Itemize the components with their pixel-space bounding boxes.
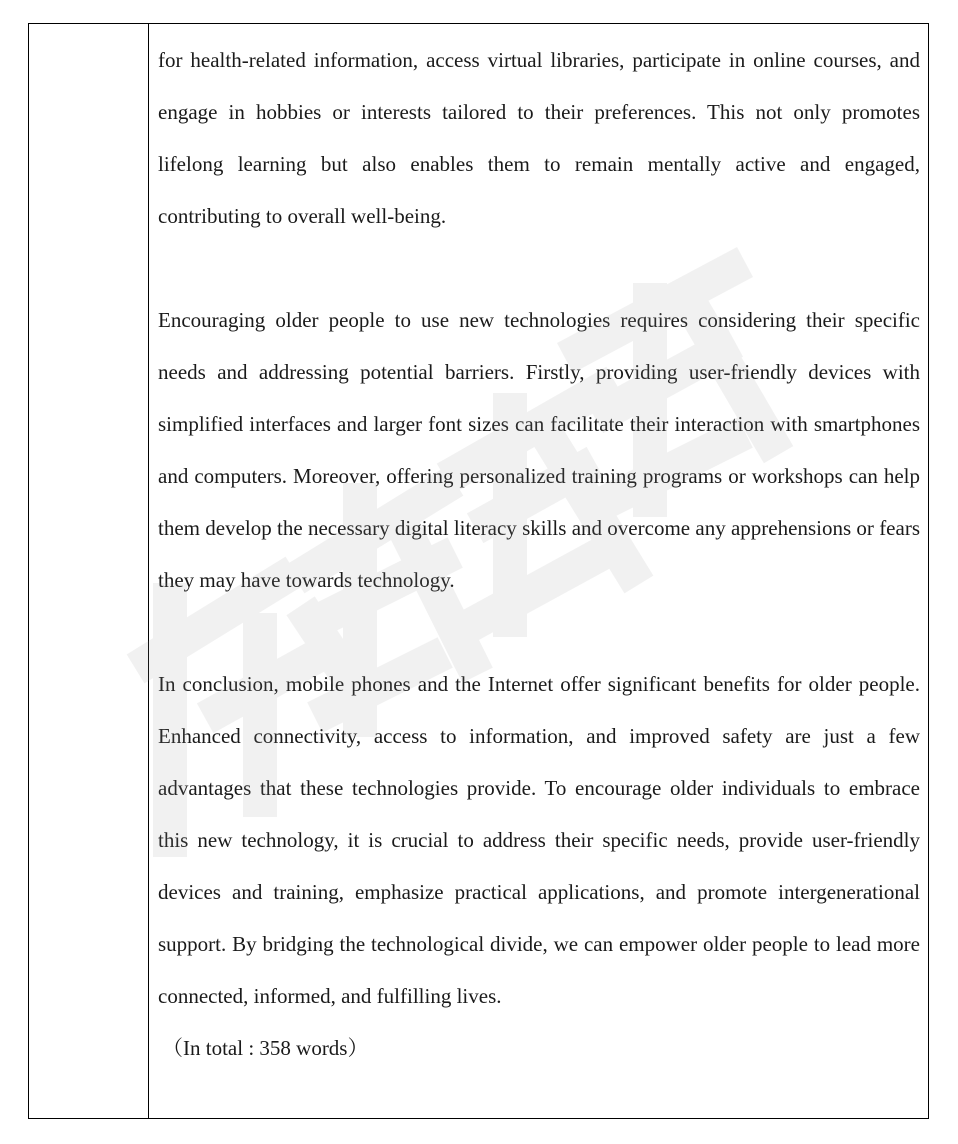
paragraph-spacer [158,606,920,658]
essay-paragraph-1: for health-related information, access virtual libraries, participate in online courses, and engage in hobbies or interests tailored to their preferences. This not only promotes lifelong learning but also enables them to remain mentally active and engaged, contributing to overall well-being. [158,48,920,228]
column-divider [148,24,149,1118]
essay-content-cell [158,34,920,1074]
paragraph-spacer [158,242,920,294]
label-cell [29,24,148,1118]
essay-table [28,23,929,1119]
essay-paragraph-2: Encouraging older people to use new technologies requires considering their specific needs and addressing potential barriers. Firstly, providing user-friendly devices with simplified interfaces and larger font sizes can facilitate their interaction with smartphones and computers. Moreover, offering personalized training programs or workshops can help them develop the necessary digital literacy skills and overcome any apprehensions or fears they may have towards technology. [158,308,920,592]
word-count: （In total : 358 words） [162,1036,369,1060]
essay-paragraph-3: In conclusion, mobile phones and the Internet offer significant benefits for older people. Enhanced connectivity, access to information, and improved safety are just a few advantages that these technologies provide. To encourage older individuals to embrace this new technology, it is crucial to address their specific needs, provide user-friendly devices and training, emphasize practical applications, and promote intergenerational support. By bridging the technological divide, we can empower older people to lead more connected, informed, and fulfilling lives. [158,672,920,1008]
